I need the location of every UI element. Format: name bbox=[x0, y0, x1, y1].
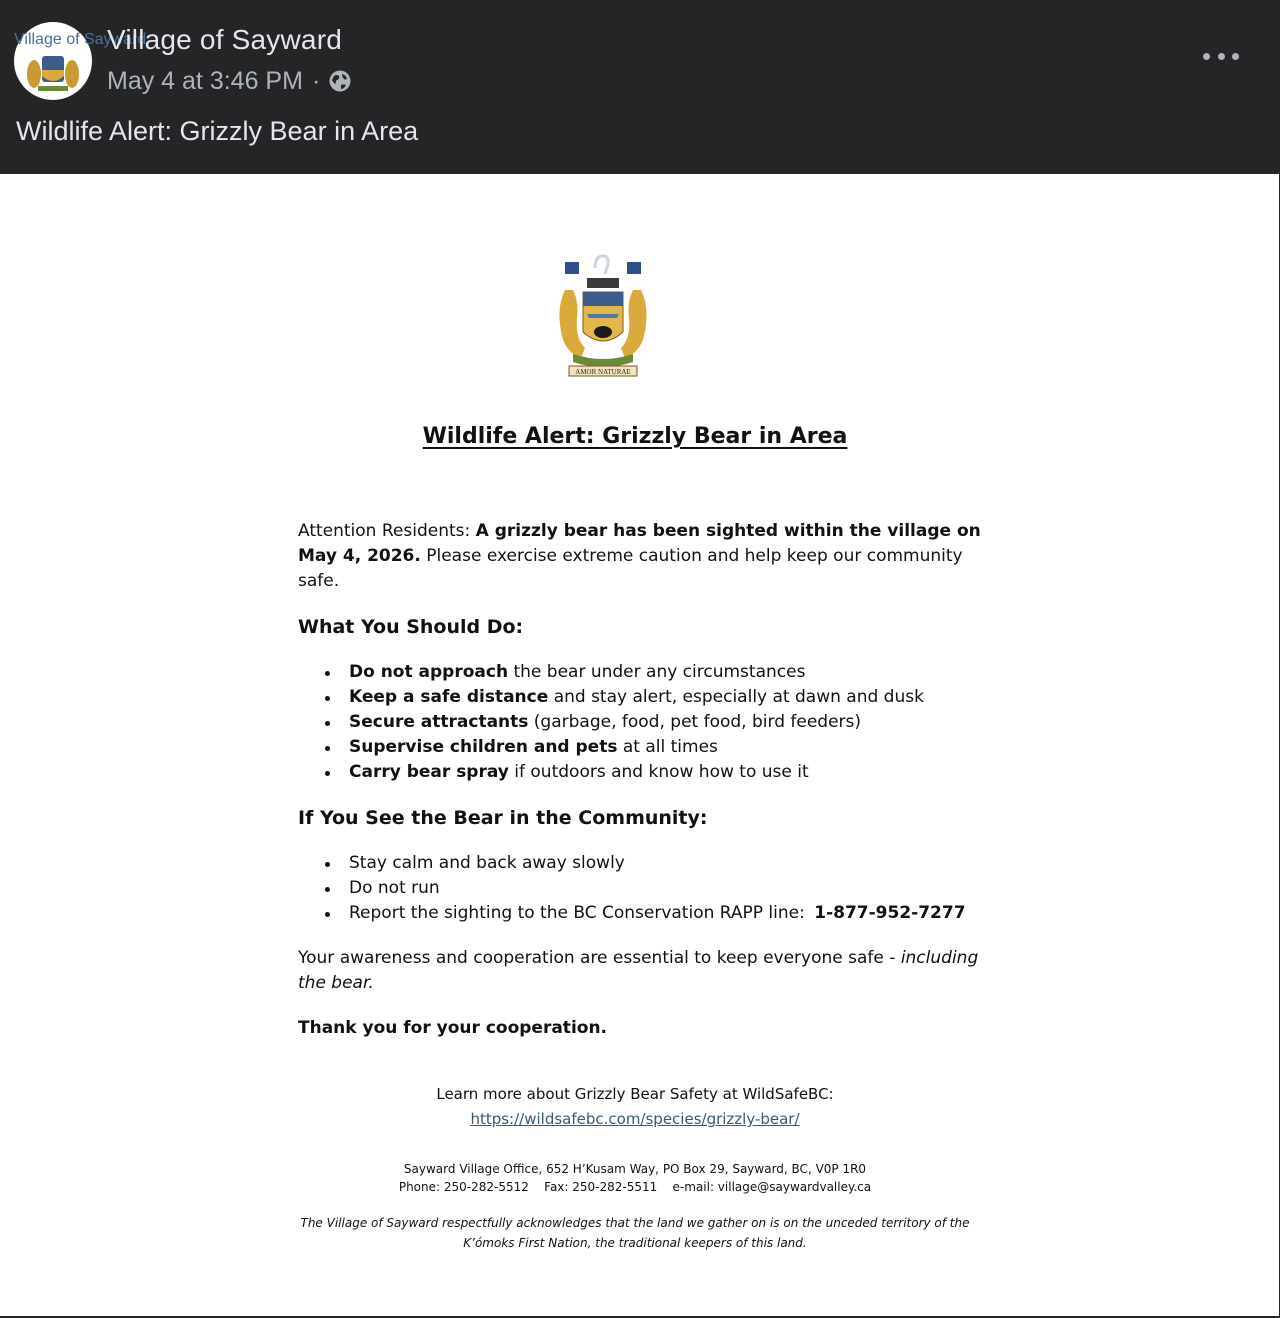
avatar-caption: Village of Sayward bbox=[14, 31, 147, 48]
village-crest-icon bbox=[543, 254, 663, 384]
item-bold: Supervise children and pets bbox=[349, 737, 618, 757]
section-heading-what-to-do: What You Should Do: bbox=[298, 616, 524, 638]
notice-title: Wildlife Alert: Grizzly Bear in Area bbox=[422, 424, 848, 449]
list-item bbox=[349, 760, 988, 785]
item-bold: Secure attractants bbox=[349, 712, 529, 732]
item-text: at all times bbox=[622, 737, 718, 757]
item-text: if outdoors and know how to use it bbox=[514, 762, 809, 782]
learn-more-block bbox=[0, 1082, 1270, 1132]
globe-icon[interactable] bbox=[328, 69, 352, 93]
post-meta bbox=[107, 66, 352, 96]
office-info bbox=[0, 1160, 1270, 1196]
dot-1 bbox=[1203, 53, 1210, 60]
notice-body bbox=[298, 519, 988, 1041]
item-text: (garbage, food, pet food, bird feeders) bbox=[533, 712, 862, 732]
closing-paragraph bbox=[298, 946, 988, 996]
section-heading-if-you-see: If You See the Bear in the Community: bbox=[298, 807, 708, 829]
thanks-line: Thank you for your cooperation. bbox=[298, 1018, 608, 1038]
item-bold: Do not approach bbox=[349, 662, 509, 682]
item-bold: Carry bear spray bbox=[349, 762, 509, 782]
learn-more-text: Learn more about Grizzly Bear Safety at WildSafeBC: bbox=[436, 1085, 834, 1103]
intro-bold: A grizzly bear has been sighted within the village on May 4, 2026. bbox=[298, 521, 981, 566]
closing-text: Your awareness and cooperation are essential to keep everyone safe - bbox=[298, 948, 896, 968]
office-address: Sayward Village Office, 652 H’Kusam Way, PO Box 29, Sayward, BC, V0P 1R0 bbox=[403, 1162, 867, 1176]
item-text: Report the sighting to the BC Conservation RAPP line: bbox=[349, 903, 805, 923]
closing-italic: including the bear. bbox=[298, 948, 979, 993]
list-item bbox=[349, 685, 988, 710]
what-to-do-list bbox=[298, 660, 988, 785]
if-you-see-list bbox=[298, 851, 988, 926]
list-item bbox=[349, 901, 988, 926]
dot-3 bbox=[1232, 53, 1239, 60]
intro-rest: Please exercise extreme caution and help keep our community safe. bbox=[298, 546, 963, 591]
post-timestamp[interactable]: May 4 at 3:46 PM bbox=[107, 66, 303, 95]
wildsafebc-link[interactable]: https://wildsafebc.com/species/grizzly-bear/ bbox=[470, 1110, 800, 1128]
page-avatar[interactable] bbox=[14, 22, 147, 100]
item-text: and stay alert, especially at dawn and dusk bbox=[553, 687, 924, 707]
post-header bbox=[0, 0, 1280, 174]
office-contact: Phone: 250-282-5512 Fax: 250-282-5511 e-mail: village@saywardvalley.ca bbox=[398, 1180, 872, 1194]
post-text: Wildlife Alert: Grizzly Bear in Area bbox=[16, 116, 419, 146]
page-name[interactable]: Village of Sayward bbox=[107, 24, 342, 55]
more-options-icon[interactable] bbox=[1203, 46, 1239, 66]
list-item: Stay calm and back away slowly bbox=[349, 851, 988, 876]
meta-separator: · bbox=[311, 66, 321, 95]
dot-2 bbox=[1218, 53, 1225, 60]
intro-label: Attention Residents: bbox=[298, 521, 471, 541]
post-image-notice[interactable] bbox=[0, 174, 1279, 1316]
rapp-phone-number: 1-877-952-7277 bbox=[814, 903, 966, 923]
list-item: Do not run bbox=[349, 876, 988, 901]
item-text: the bear under any circumstances bbox=[513, 662, 806, 682]
avatar-crest-icon bbox=[14, 22, 147, 100]
crest-motto: AMOR NATURAE bbox=[575, 368, 631, 376]
list-item bbox=[349, 660, 988, 685]
item-bold: Keep a safe distance bbox=[349, 687, 549, 707]
intro-paragraph bbox=[298, 519, 988, 594]
list-item bbox=[349, 735, 988, 760]
list-item bbox=[349, 710, 988, 735]
land-acknowledgement: The Village of Sayward respectfully acknowledges that the land we gather on is on the unceded territory of the K’ómoks First Nation, the traditional keepers of this land. bbox=[300, 1216, 970, 1250]
